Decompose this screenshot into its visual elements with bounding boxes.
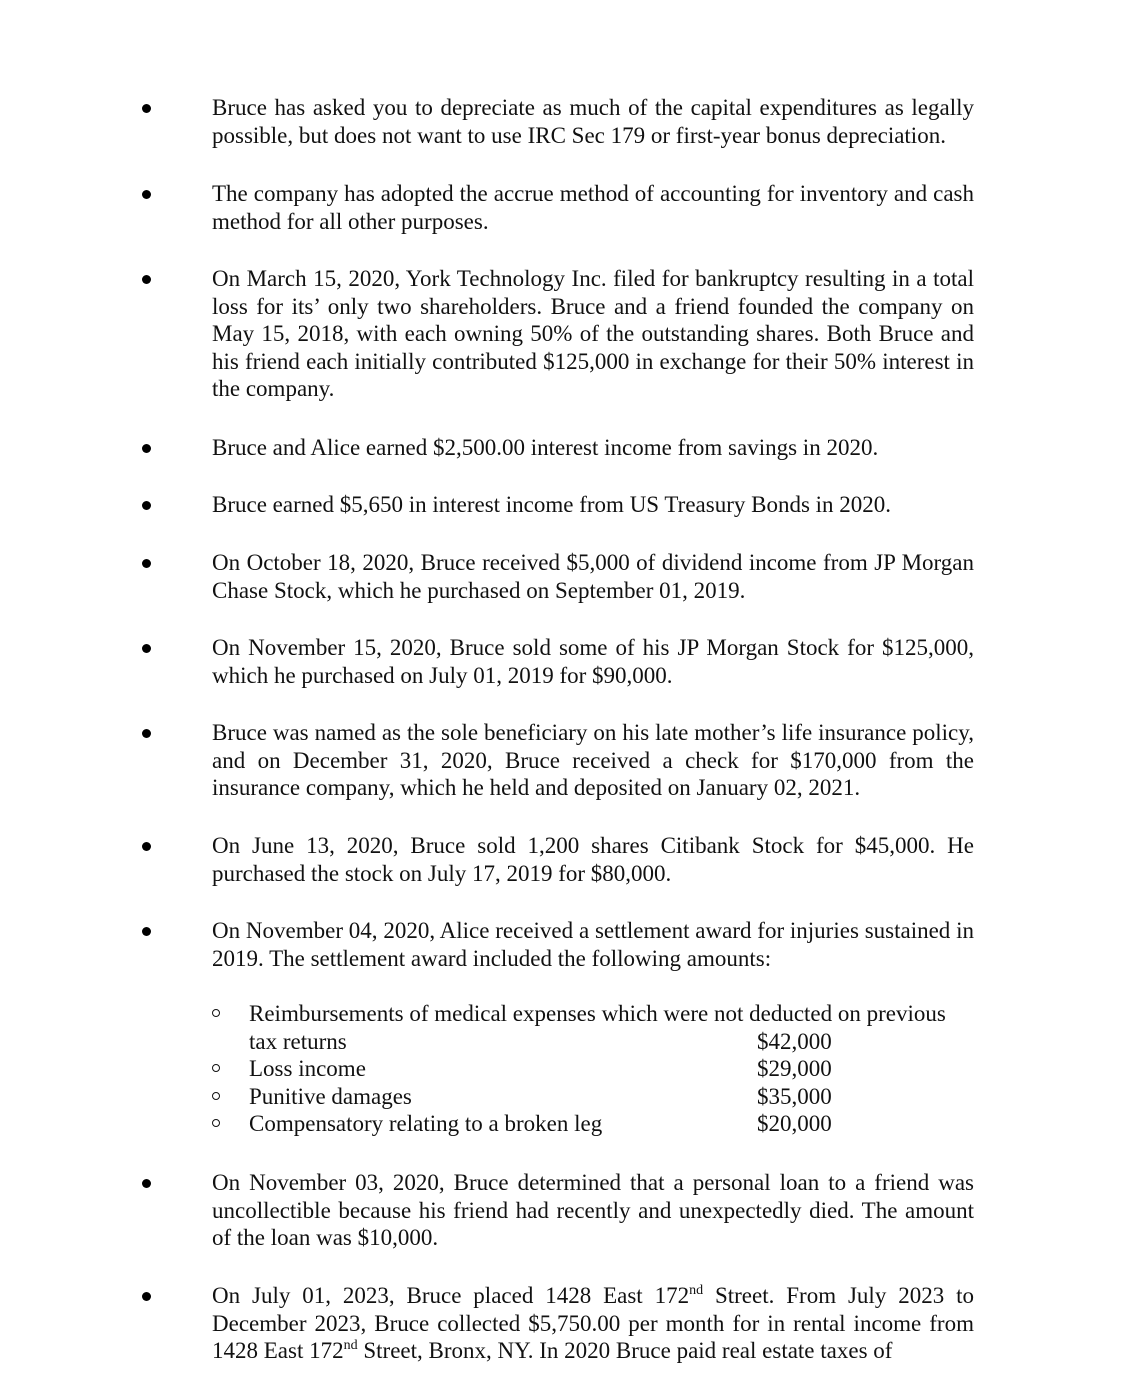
settlement-row [212,1055,974,1083]
circle-bullet-icon [212,1064,220,1072]
list-item-text: Bruce earned $5,650 in interest income from US Treasury Bonds in 2020. [212,492,892,517]
settlement-row [212,1000,974,1028]
bullet-icon [142,444,151,453]
list-item-text: Bruce was named as the sole beneficiary on his late mother’s life insurance policy, and on December 31, 2020, Bruce received a check for $170,000 from the insurance company, which he held and deposited on January 02, 2021. [212,720,974,800]
list-item-text: On March 15, 2020, York Technology Inc. filed for bankruptcy resulting in a total loss for its’ only two shareholders. Bruce and a friend founded the company on May 15, 2018, with each owning 50% of the outstanding shares. Both Bruce and his friend each initially contributed $125,000 in exchange for their 50% interest in the company. [212,266,974,401]
bullet-icon [142,501,151,510]
ordinal-suffix: nd [343,1338,358,1353]
settlement-amount: $29,000 [757,1056,832,1081]
list-item-text-part: Street, Bronx, NY. In 2020 Bruce paid real estate taxes of [357,1338,893,1363]
list-item-text: On November 03, 2020, Bruce determined that a personal loan to a friend was uncollectible because his friend had recently and unexpectedly died. The amount of the loan was $10,000. [212,1170,974,1250]
list-item-text: The company has adopted the accrue method of accounting for inventory and cash method for all other purposes. [212,181,974,234]
list-item-text [212,1282,974,1365]
list-item-text: On November 15, 2020, Bruce sold some of his JP Morgan Stock for $125,000, which he purchased on July 01, 2019 for $90,000. [212,635,974,688]
settlement-label: Punitive damages [249,1083,412,1109]
settlement-list [212,1000,974,1138]
bullet-icon [142,559,151,568]
bullet-icon [142,1292,151,1301]
settlement-amount: $20,000 [757,1111,832,1136]
settlement-amount: $42,000 [757,1028,832,1054]
settlement-row [212,1083,974,1111]
list-item-text: Bruce has asked you to depreciate as much of the capital expenditures as legally possible, but does not want to use IRC Sec 179 or first-year bonus depreciation. [212,95,974,148]
settlement-row [212,1028,974,1056]
list-item-text-part: Street. From July 2023 to December 2023, Bruce collected $5,750.00 per month for in rental income from 1428 East 172 [212,1283,974,1363]
settlement-label-continued: tax returns [249,1028,347,1054]
bullet-icon [142,104,151,113]
bullet-icon [142,729,151,738]
list-item-text-part: On July 01, 2023, Bruce placed 1428 East 172 [212,1283,690,1308]
settlement-row [212,1110,974,1138]
ordinal-suffix: nd [689,1283,704,1298]
settlement-label: Loss income [249,1056,366,1081]
bullet-icon [142,1179,151,1188]
bullet-icon [142,842,151,851]
list-item-text: On June 13, 2020, Bruce sold 1,200 shares Citibank Stock for $45,000. He purchased the stock on July 17, 2019 for $80,000. [212,833,974,886]
settlement-label: Compensatory relating to a broken leg [249,1111,603,1136]
list-item-text: On October 18, 2020, Bruce received $5,000 of dividend income from JP Morgan Chase Stock, which he purchased on September 01, 2019. [212,550,974,603]
bullet-icon [142,275,151,284]
bullet-icon [142,927,151,936]
bullet-icon [142,644,151,653]
circle-bullet-icon [212,1092,220,1100]
circle-bullet-icon [212,1009,220,1017]
settlement-label: Reimbursements of medical expenses which were not deducted on previous [249,1001,946,1026]
settlement-amount: $35,000 [757,1083,832,1109]
circle-bullet-icon [212,1119,220,1127]
list-item-text: Bruce and Alice earned $2,500.00 interest income from savings in 2020. [212,435,879,460]
bullet-icon [142,190,151,199]
list-item-text: On November 04, 2020, Alice received a settlement award for injuries sustained in 2019. The settlement award included the following amounts: [212,918,974,971]
